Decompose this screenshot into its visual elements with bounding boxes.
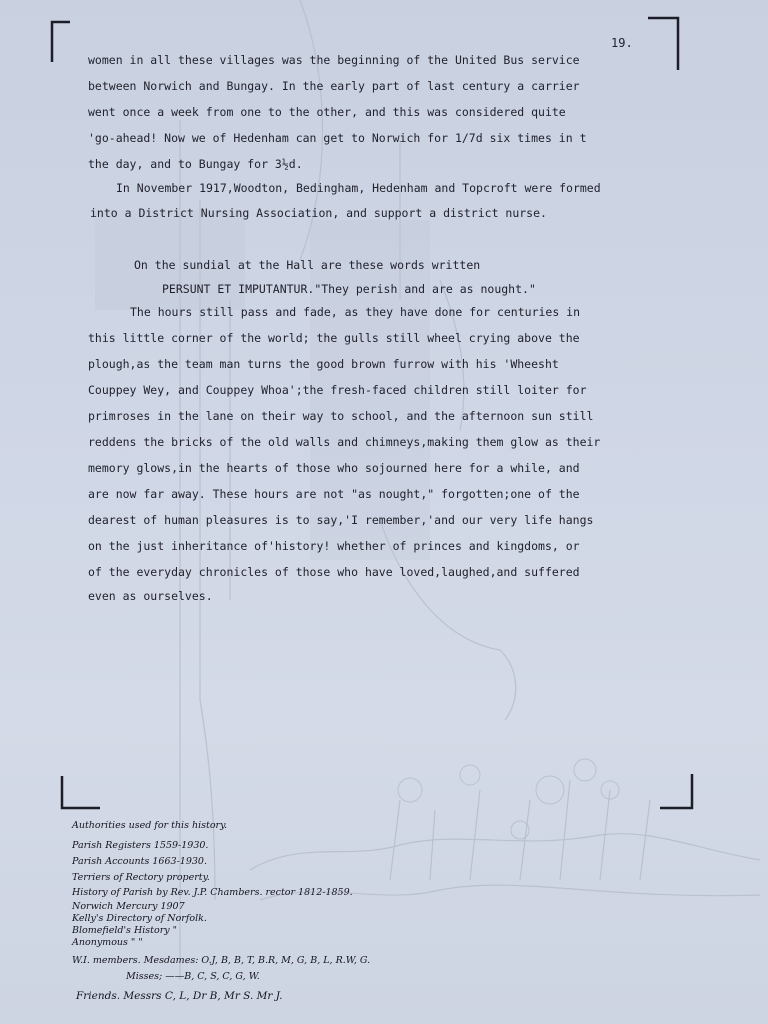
body-line: dearest of human pleasures is to say,'I remember,'and our very life hangs [88, 513, 594, 527]
body-line: primroses in the lane on their way to school, and the afternoon sun still [88, 409, 594, 423]
body-line: on the just inheritance of'history! whether of princes and kingdoms, or [88, 539, 580, 553]
body-line: women in all these villages was the beginning of the United Bus service [88, 53, 580, 67]
body-line: into a District Nursing Association, and support a district nurse. [90, 206, 547, 220]
corner-bracket-bottom-right [654, 770, 706, 818]
sundial-motto: PERSUNT ET IMPUTANTUR."They perish and are as nought." [162, 282, 536, 296]
body-line: The hours still pass and fade, as they have done for centuries in [130, 305, 581, 319]
authority-item: Anonymous " " [72, 937, 143, 948]
body-line: between Norwich and Bungay. In the early part of last century a carrier [88, 79, 580, 93]
authority-item: Blomefield's History " [72, 925, 177, 936]
authorities-heading: Authorities used for this history. [72, 820, 228, 831]
body-line: of the everyday chronicles of those who have loved,laughed,and suffered [88, 565, 580, 579]
authority-item: Parish Registers 1559-1930. [72, 840, 209, 851]
body-line: Couppey Wey, and Couppey Whoa';the fresh-faced children still loiter for [88, 383, 587, 397]
page-number: 19. [611, 36, 633, 50]
body-line: reddens the bricks of the old walls and chimneys,making them glow as their [88, 435, 601, 449]
corner-bracket-top-left [40, 18, 80, 68]
body-line: even as ourselves. [88, 589, 213, 603]
wi-members: W.I. members. Mesdames: O.J, B, B, T, B.R, M, G, B, L, R.W, G. [72, 955, 371, 966]
body-line: memory glows,in the hearts of those who sojourned here for a while, and [88, 461, 580, 475]
authority-item: Parish Accounts 1663-1930. [72, 856, 207, 867]
corner-bracket-bottom-left [56, 772, 108, 816]
authority-item: Terriers of Rectory property. [72, 872, 210, 883]
body-line: this little corner of the world; the gulls still wheel crying above the [88, 331, 580, 345]
body-line: plough,as the team man turns the good brown furrow with his 'Wheesht [88, 357, 559, 371]
authority-item: History of Parish by Rev. J.P. Chambers. rector 1812-1859. [72, 887, 353, 898]
friends: Friends. Messrs C, L, Dr B, Mr S. Mr J. [76, 990, 283, 1002]
wi-misses: Misses; ——B, C, S, C, G, W. [126, 971, 260, 982]
body-line: went once a week from one to the other, and this was considered quite [88, 105, 566, 119]
authority-item: Norwich Mercury 1907 [72, 901, 185, 912]
sundial-intro: On the sundial at the Hall are these words written [134, 258, 481, 272]
body-line: In November 1917,Woodton, Bedingham, Hedenham and Topcroft were formed [116, 181, 601, 195]
body-line: 'go-ahead! Now we of Hedenham can get to Norwich for 1/7d six times in t [88, 131, 587, 145]
authority-item: Kelly's Directory of Norfolk. [72, 913, 207, 924]
body-line: are now far away. These hours are not "as nought," forgotten;one of the [88, 487, 580, 501]
body-line: the day, and to Bungay for 3½d. [88, 157, 303, 171]
